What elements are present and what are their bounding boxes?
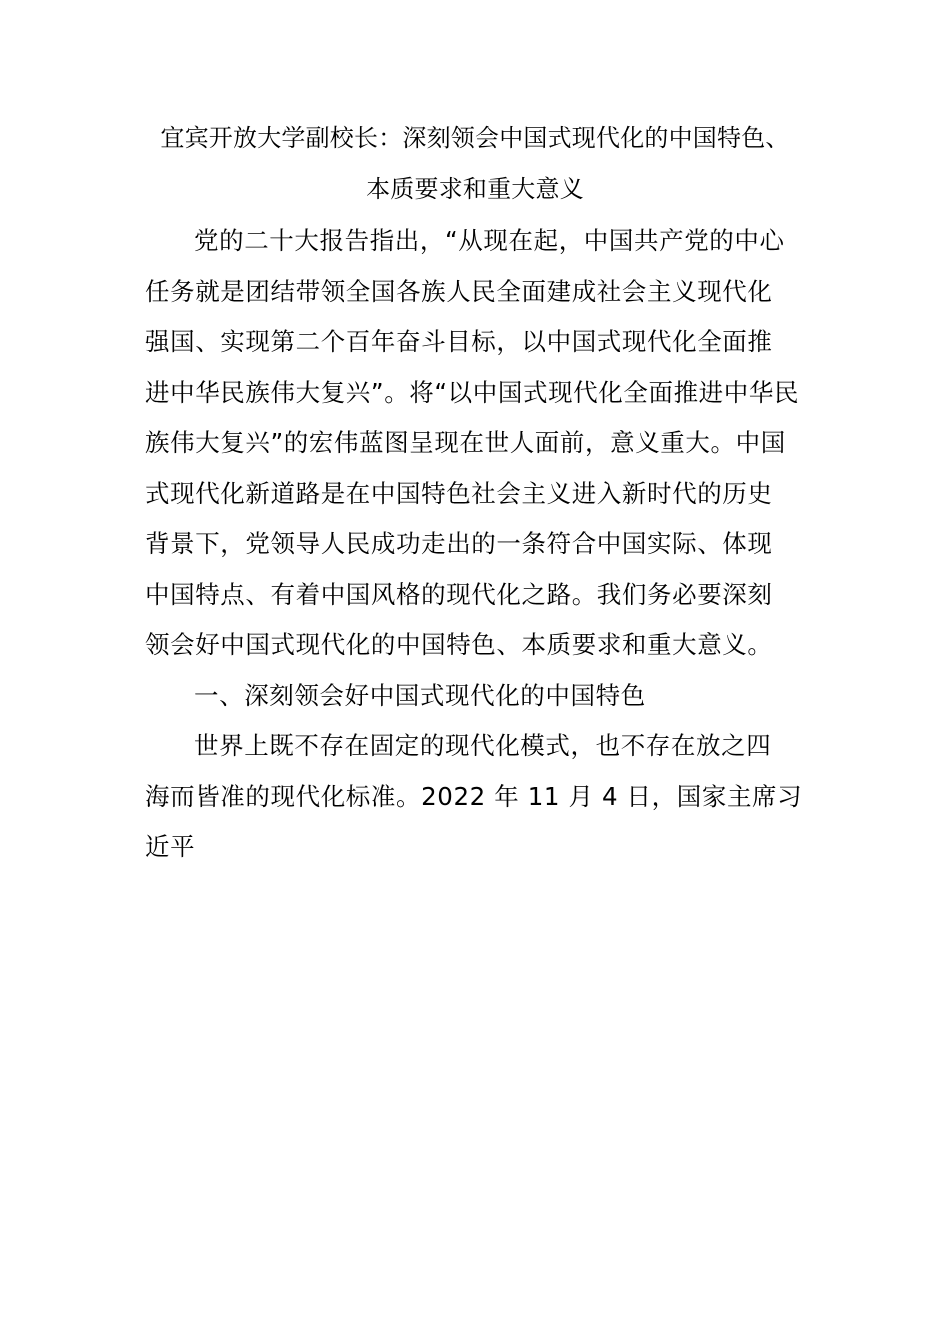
document-title xyxy=(130,113,820,215)
body-line-4: 进中华民族伟大复兴”。将“以中国式现代化全面推进中华民 xyxy=(145,377,800,407)
section-heading-1: 一、深刻领会好中国式现代化的中国特色 xyxy=(194,680,646,710)
body-line-7: 背景下，党领导人民成功走出的一条符合中国实际、体现 xyxy=(145,529,773,558)
title-line-2: 本质要求和重大意义 xyxy=(366,175,584,203)
body-line-2: 任务就是团结带领全国各族人民全面建成社会主义现代化 xyxy=(145,276,773,306)
body-line-1: 党的二十大报告指出，“从现在起，中国共产党的中心 xyxy=(194,226,785,255)
body-line-11: 世界上既不存在固定的现代化模式，也不存在放之四 xyxy=(194,731,772,760)
body-line-6: 式现代化新道路是在中国特色社会主义进入新时代的历史 xyxy=(145,478,773,508)
body-line-12: 海而皆准的现代化标准。2022 年 11 月 4 日，国家主席习 xyxy=(145,781,803,811)
body-line-5: 族伟大复兴”的宏伟蓝图呈现在世人面前，意义重大。中国 xyxy=(145,428,786,457)
document-body xyxy=(145,216,805,873)
title-line-1: 宜宾开放大学副校长：深刻领会中国式现代化的中国特色、 xyxy=(160,124,790,152)
body-line-8: 中国特点、有着中国风格的现代化之路。我们务必要深刻 xyxy=(145,579,773,609)
body-line-13: 近平 xyxy=(145,832,196,861)
body-line-3: 强国、实现第二个百年奋斗目标，以中国式现代化全面推 xyxy=(145,327,773,356)
body-line-9: 领会好中国式现代化的中国特色、本质要求和重大意义。 xyxy=(145,630,773,659)
